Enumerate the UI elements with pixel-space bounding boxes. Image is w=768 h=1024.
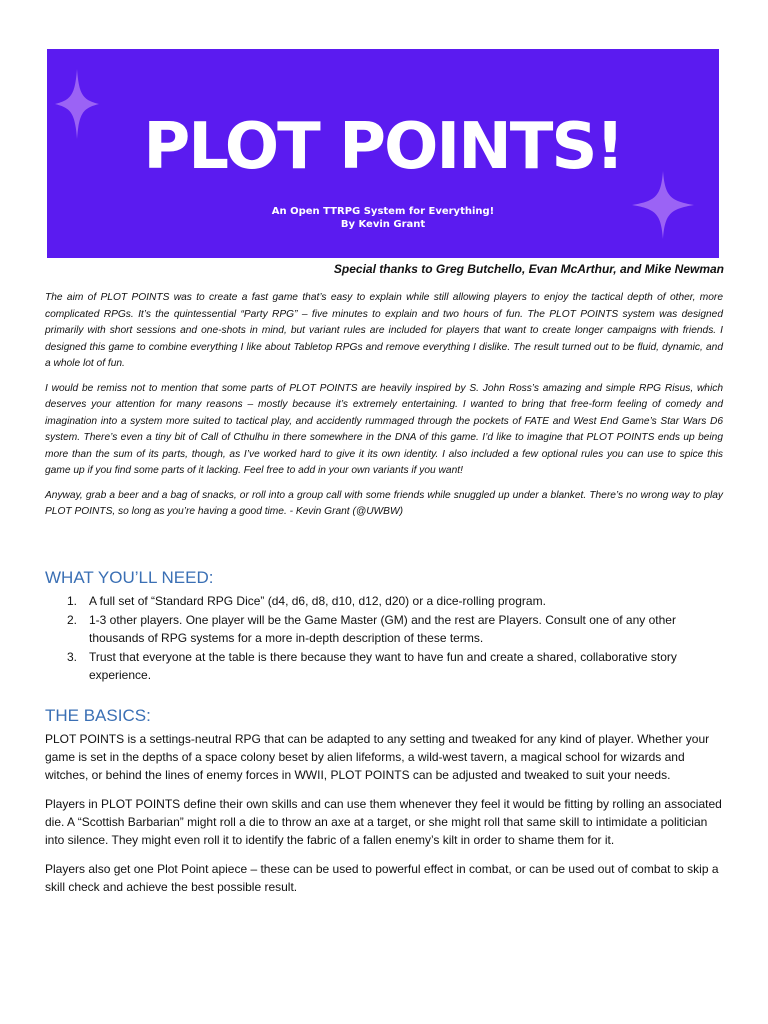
list-text: 1-3 other players. One player will be the Game Master (GM) and the rest are Players. Consult one of any other thousands of RPG systems for a more in-depth description of these terms.: [89, 613, 676, 645]
banner-subtitle-block: [47, 205, 719, 231]
list-text: Trust that everyone at the table is there because they want to have fun and create a shared, collaborative story experience.: [89, 650, 677, 682]
section-heading-need: WHAT YOU’LL NEED:: [45, 568, 214, 587]
list-number: 3.: [67, 650, 78, 664]
intro-paragraph: The aim of PLOT POINTS was to create a fast game that’s easy to explain while still allowing players to enjoy the tactical depth of other, more complicated RPGs. It’s the quintessential “Party RPG” – five minutes to explain and two hours of fun. The PLOT POINTS system was designed primarily with short sessions and one-shots in mind, but variant rules are included for players that want to create longer campaigns with friends. I designed this game to combine everything I like about Tabletop RPGs and remove everything I dislike. The result turned out to be fluid, dynamic, and a whole lot of fun.: [45, 292, 723, 369]
intro-paragraph: I would be remiss not to mention that some parts of PLOT POINTS are heavily inspired by S. John Ross’s amazing and simple RPG Risus, which deserves your attention for many reasons – mostly because it’s extremely entertaining. I wanted to bring that free-form feeling of comedy and imagination into a system more suited to tactical play, and accidently rummaged through the pockets of FATE and West End Game’s Star Wars D6 system. There’s even a tiny bit of Call of Cthulhu in there somewhere in the DNA of this game. I’d like to imagine that PLOT POINTS ends up being more than the sum of its parts, though, as I’ve worked hard to give it its own identity. I also included a few optional rules you can use to spice this game up if you find some parts of it lacking. Feel free to add in your own variants if you want!: [45, 382, 723, 476]
list-number: 1.: [67, 594, 78, 608]
section-heading-basics: THE BASICS:: [45, 706, 151, 725]
basics-paragraph: Players also get one Plot Point apiece – these can be used to powerful effect in combat, or can be used out of combat to skip a skill check and achieve the best possible result.: [45, 862, 719, 894]
list-text: A full set of “Standard RPG Dice” (d4, d6, d8, d10, d12, d20) or a dice-rolling program.: [89, 594, 546, 608]
list-item: [45, 611, 725, 647]
banner-subtitle: An Open TTRPG System for Everything!: [271, 206, 495, 217]
title-banner: [47, 49, 719, 258]
list-item: [45, 648, 725, 684]
basics-section: [45, 730, 725, 907]
list-item: [45, 592, 725, 610]
banner-title: PLOT POINTS!: [143, 110, 623, 184]
basics-paragraph: Players in PLOT POINTS define their own skills and can use them whenever they feel it would be fitting by rolling an associated die. A “Scottish Barbarian” might roll a die to throw an axe at a target, or she might roll that same skill to intimidate a politician into silence. They might even roll it to identify the fabric of a fallen enemy’s kilt in order to shame them for it.: [45, 797, 722, 847]
intro-paragraph: Anyway, grab a beer and a bag of snacks, or roll into a group call with some friends while snuggled up under a blanket. There’s no wrong way to play PLOT POINTS, so long as you’re having a good time. - Kevin Grant (@UWBW): [45, 489, 723, 517]
basics-paragraph: PLOT POINTS is a settings-neutral RPG that can be adapted to any setting and tweaked for any kind of player. Whether your game is set in the depths of a space colony beset by alien lifeforms, a wild-west tavern, a magical school for wizards and witches, or behind the lines of enemy forces in WWII, PLOT POINTS can be adjusted and tweaked to suit your needs.: [45, 732, 710, 782]
banner-byline: By Kevin Grant: [340, 219, 426, 230]
special-thanks: Special thanks to Greg Butchello, Evan McArthur, and Mike Newman: [333, 262, 724, 276]
needs-list: [45, 592, 725, 685]
list-number: 2.: [67, 613, 78, 627]
intro-section: [45, 290, 723, 529]
